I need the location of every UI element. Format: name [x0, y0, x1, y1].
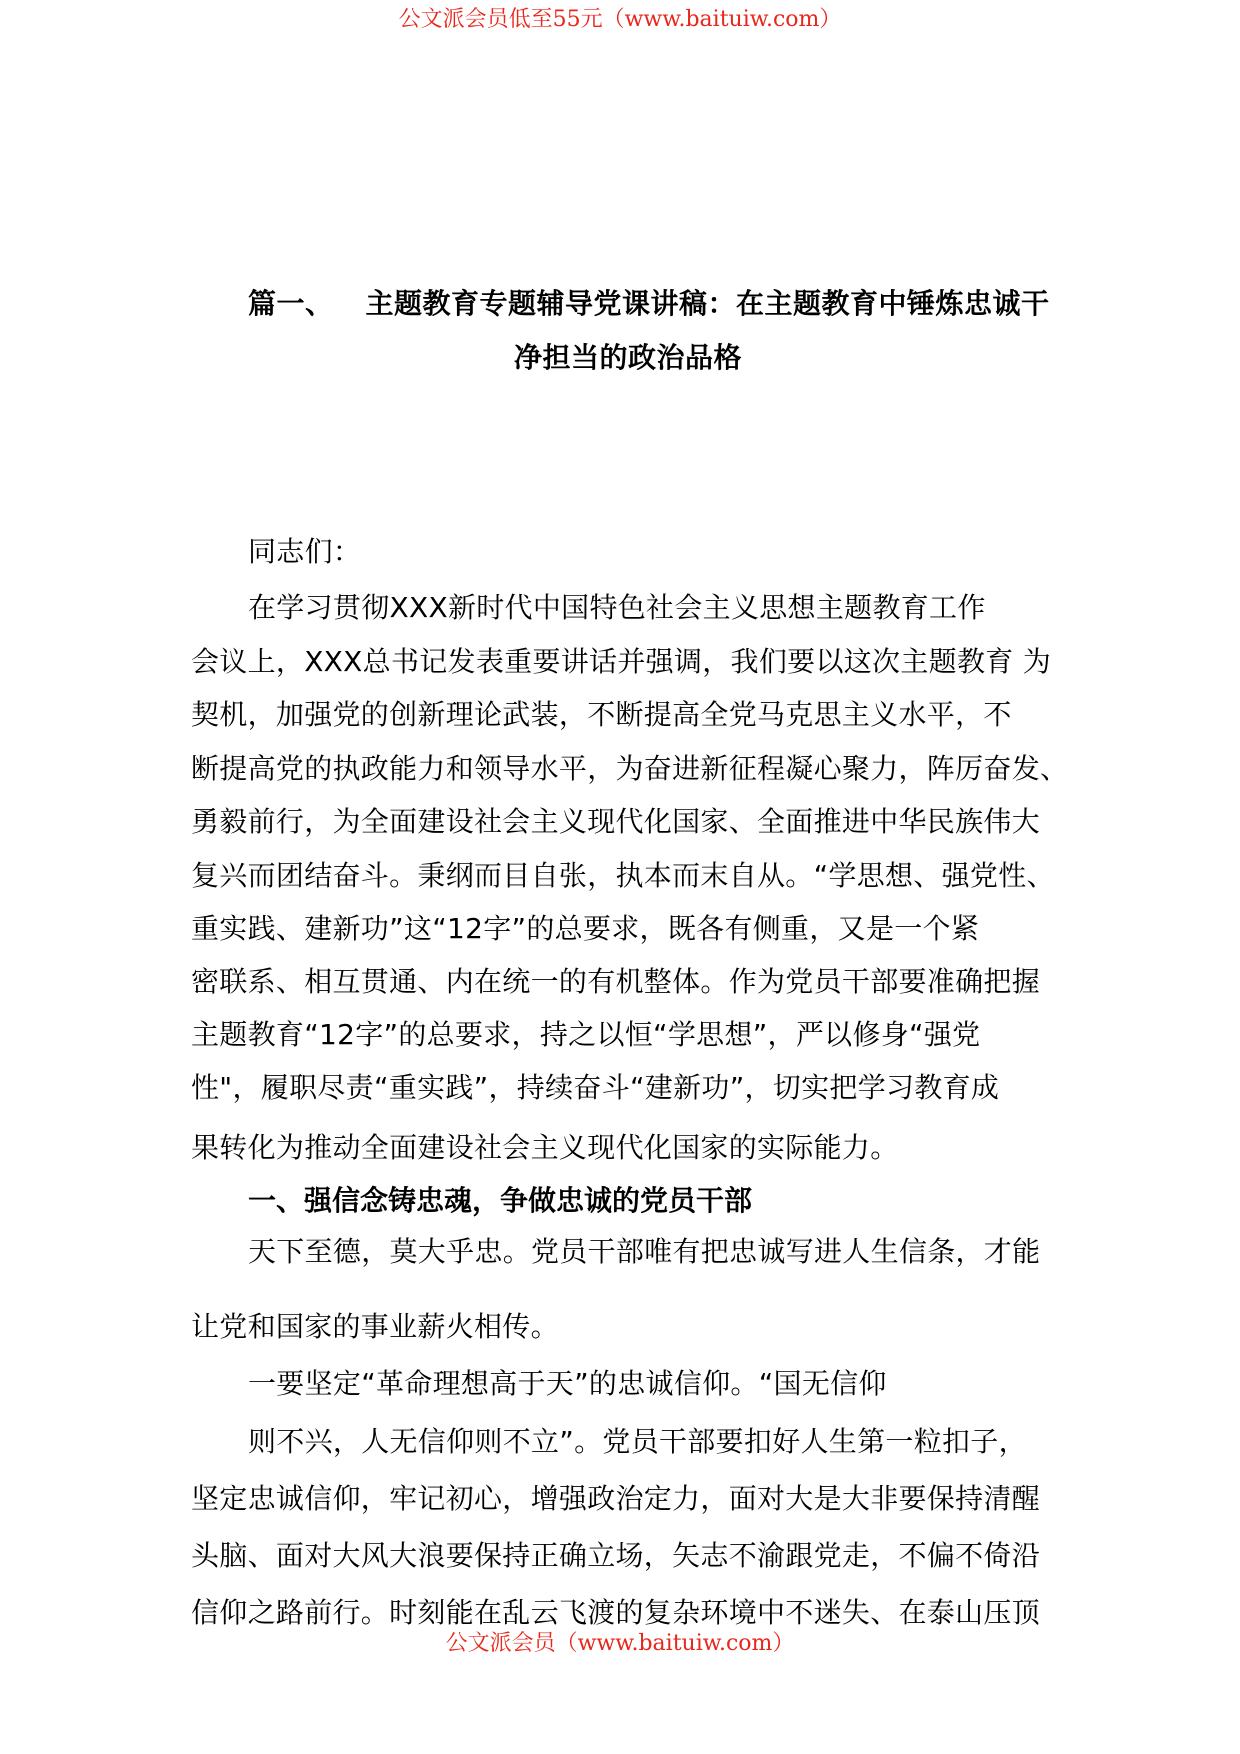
paragraph-line: 主题教育“12字”的总要求，持之以恒“学思想”，严以修身“强党 [191, 1018, 981, 1051]
paragraph-line: 则不兴，人无信仰则不立”。党员干部要扣好人生第一粒扣子， [248, 1425, 1027, 1458]
paragraph-line: 坚定忠诚信仰，牢记初心，增强政治定力，面对大是大非要保持清醒 [191, 1482, 1041, 1515]
paragraph-line: 信仰之路前行。时刻能在乱云飞渡的复杂环境中不迷失、在泰山压顶 [191, 1596, 1041, 1629]
paragraph-line: 复兴而团结奋斗。秉纲而目自张，执本而末自从。“学思想、强党性、 [191, 859, 1055, 892]
paragraph-line: 天下至德，莫大乎忠。党员干部唯有把忠诚写进人生信条，才能 [248, 1235, 1041, 1268]
paragraph-line: 头脑、面对大风大浪要保持正确立场，矢志不渝跟党走，不偏不倚沿 [191, 1539, 1041, 1572]
paragraph-line: 让党和国家的事业薪火相传。 [191, 1310, 559, 1343]
watermark-top: 公文派会员低至55元（www.baituiw.com） [398, 7, 842, 32]
document-title-line-2: 净担当的政治品格 [514, 341, 743, 374]
document-title-line-1 [248, 282, 1050, 322]
title-text: 主题教育专题辅导党课讲稿：在主题教育中锤炼忠诚干 [365, 287, 1050, 320]
paragraph-line: 契机，加强党的创新理论武装，不断提高全党马克思主义水平，不 [191, 698, 1012, 731]
paragraph-line: 勇毅前行，为全面建设社会主义现代化国家、全面推进中华民族伟大 [191, 805, 1041, 838]
paragraph-line: 会议上，XXX总书记发表重要讲话并强调，我们要以这次主题教育 为 [191, 645, 1052, 678]
paragraph-line: 一要坚定“革命理想高于天”的忠诚信仰。“国无信仰 [248, 1367, 887, 1400]
paragraph-line: 密联系、相互贯通、内在统一的有机整体。作为党员干部要准确把握 [191, 965, 1041, 998]
watermark-bottom: 公文派会员（www.baituiw.com） [445, 1631, 795, 1656]
paragraph-line: 在学习贯彻XXX新时代中国特色社会主义思想主题教育工作 [248, 591, 986, 624]
title-prefix: 篇一、 [248, 287, 334, 320]
section-heading: 一、强信念铸忠魂，争做忠诚的党员干部 [248, 1184, 753, 1217]
paragraph-line: 重实践、建新功”这“12字”的总要求，既各有侧重，又是一个紧 [191, 912, 980, 945]
paragraph-line: 性"，履职尽责“重实践”，持续奋斗“建新功”，切实把学习教育成 [191, 1071, 1000, 1104]
paragraph-line: 果转化为推动全面建设社会主义现代化国家的实际能力。 [191, 1131, 899, 1164]
salutation: 同志们： [248, 535, 362, 568]
paragraph-line: 断提高党的执政能力和领导水平，为奋进新征程凝心聚力，阵厉奋发、 [191, 752, 1069, 785]
